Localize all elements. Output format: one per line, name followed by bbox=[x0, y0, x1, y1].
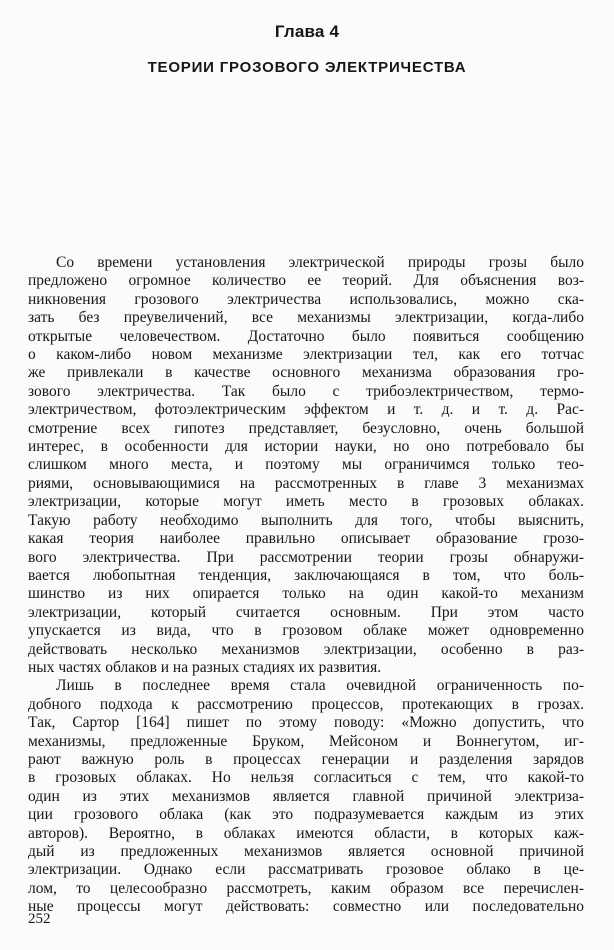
paragraph-1 bbox=[28, 254, 584, 677]
text-line: о каком-либо новом механизме электризации тел, как его тотчас bbox=[28, 346, 584, 364]
text-line: механизмы, предложенные Бруком, Мейсоном и Воннегутом, иг- bbox=[28, 732, 584, 750]
text-line: рают важную роль в процессах генерации и разделения зарядов bbox=[28, 750, 584, 768]
text-line: один из этих механизмов является главной причиной электриза- bbox=[28, 787, 584, 805]
text-line: зового электричества. Так было с трибоэлектричеством, термо- bbox=[28, 382, 584, 400]
text-line: зать без преувеличений, все механизмы электризации, когда-либо bbox=[28, 309, 584, 327]
body-text bbox=[28, 254, 584, 917]
text-line: никновения грозового электричества использовались, можно ска- bbox=[28, 290, 584, 308]
text-line: слишком много места, и поэтому мы ограничимся только тео- bbox=[28, 456, 584, 474]
text-line: дый из предложенных механизмов является основной причиной bbox=[28, 843, 584, 860]
text-line: шинство из них опирается только на один какой-то механизм bbox=[28, 585, 584, 603]
text-line: действовать несколько механизмов электризации, особенно в раз- bbox=[28, 640, 584, 658]
text-line: ные процессы могут действовать: совместно или последовательно bbox=[28, 898, 584, 916]
text-line: интерес, в особенности для истории науки, но оно потребовало бы bbox=[28, 438, 584, 456]
text-line: открытые человечеством. Достаточно было появиться сообщению bbox=[28, 327, 584, 345]
text-line: электризации. Однако если рассматривать грозовое облако в це- bbox=[28, 861, 584, 879]
text-line: же привлекали в качестве основного механизма образования гро- bbox=[28, 364, 584, 382]
text-line: добного подхода к рассмотрению процессов, протекающих в грозах. bbox=[28, 695, 584, 713]
page-number: 252 bbox=[28, 911, 51, 927]
text-line: электричеством, фотоэлектрическим эффектом и т. д. и т. д. Рас- bbox=[28, 401, 584, 419]
paragraph-2 bbox=[28, 677, 584, 916]
text-line: риями, основывающимися на рассмотренных в главе 3 механизмах bbox=[28, 474, 584, 492]
text-line: Лишь в последнее время стала очевидной ограниченность по- bbox=[56, 677, 584, 695]
text-line: вается любопытная тенденция, заключающаяся в том, что боль- bbox=[28, 566, 584, 584]
text-line: смотрение всех гипотез представляет, безусловно, очень большой bbox=[28, 419, 584, 437]
text-line: Со времени установления электрической природы грозы было bbox=[56, 254, 584, 271]
text-line: Так, Сартор [164] пишет по этому поводу: «Можно допустить, что bbox=[28, 714, 584, 732]
text-line: вого электричества. При рассмотрении теории грозы обнаружи- bbox=[28, 548, 584, 566]
text-line: электризации, который считается основным. При этом часто bbox=[28, 603, 584, 621]
text-line: какая теория наиболее правильно описывает образование грозо- bbox=[28, 530, 584, 548]
text-line: авторов). Вероятно, в облаках имеются области, в которых каж- bbox=[28, 824, 584, 842]
text-line: упускается из вида, что в грозовом облаке может одновременно bbox=[28, 622, 584, 640]
text-line: ции грозового облака (как это подразумевается каждым из этих bbox=[28, 806, 584, 824]
text-line: в грозовых облаках. Но нельзя согласиться с тем, что какой-то bbox=[28, 769, 584, 787]
text-line: предложено огромное количество ее теорий. Для объяснения воз- bbox=[28, 272, 584, 290]
text-line: Такую работу необходимо выполнить для того, чтобы выяснить, bbox=[28, 511, 584, 529]
chapter-title: ТЕОРИИ ГРОЗОВОГО ЭЛЕКТРИЧЕСТВА bbox=[147, 59, 467, 76]
text-line: электризации, которые могут иметь место в грозовых облаках. bbox=[28, 493, 584, 511]
text-line: лом, то целесообразно рассмотреть, каким образом все перечислен- bbox=[28, 879, 584, 897]
text-line: ных частях облаков и на разных стадиях их развития. bbox=[28, 658, 382, 676]
chapter-heading: Глава 4 bbox=[274, 22, 340, 41]
